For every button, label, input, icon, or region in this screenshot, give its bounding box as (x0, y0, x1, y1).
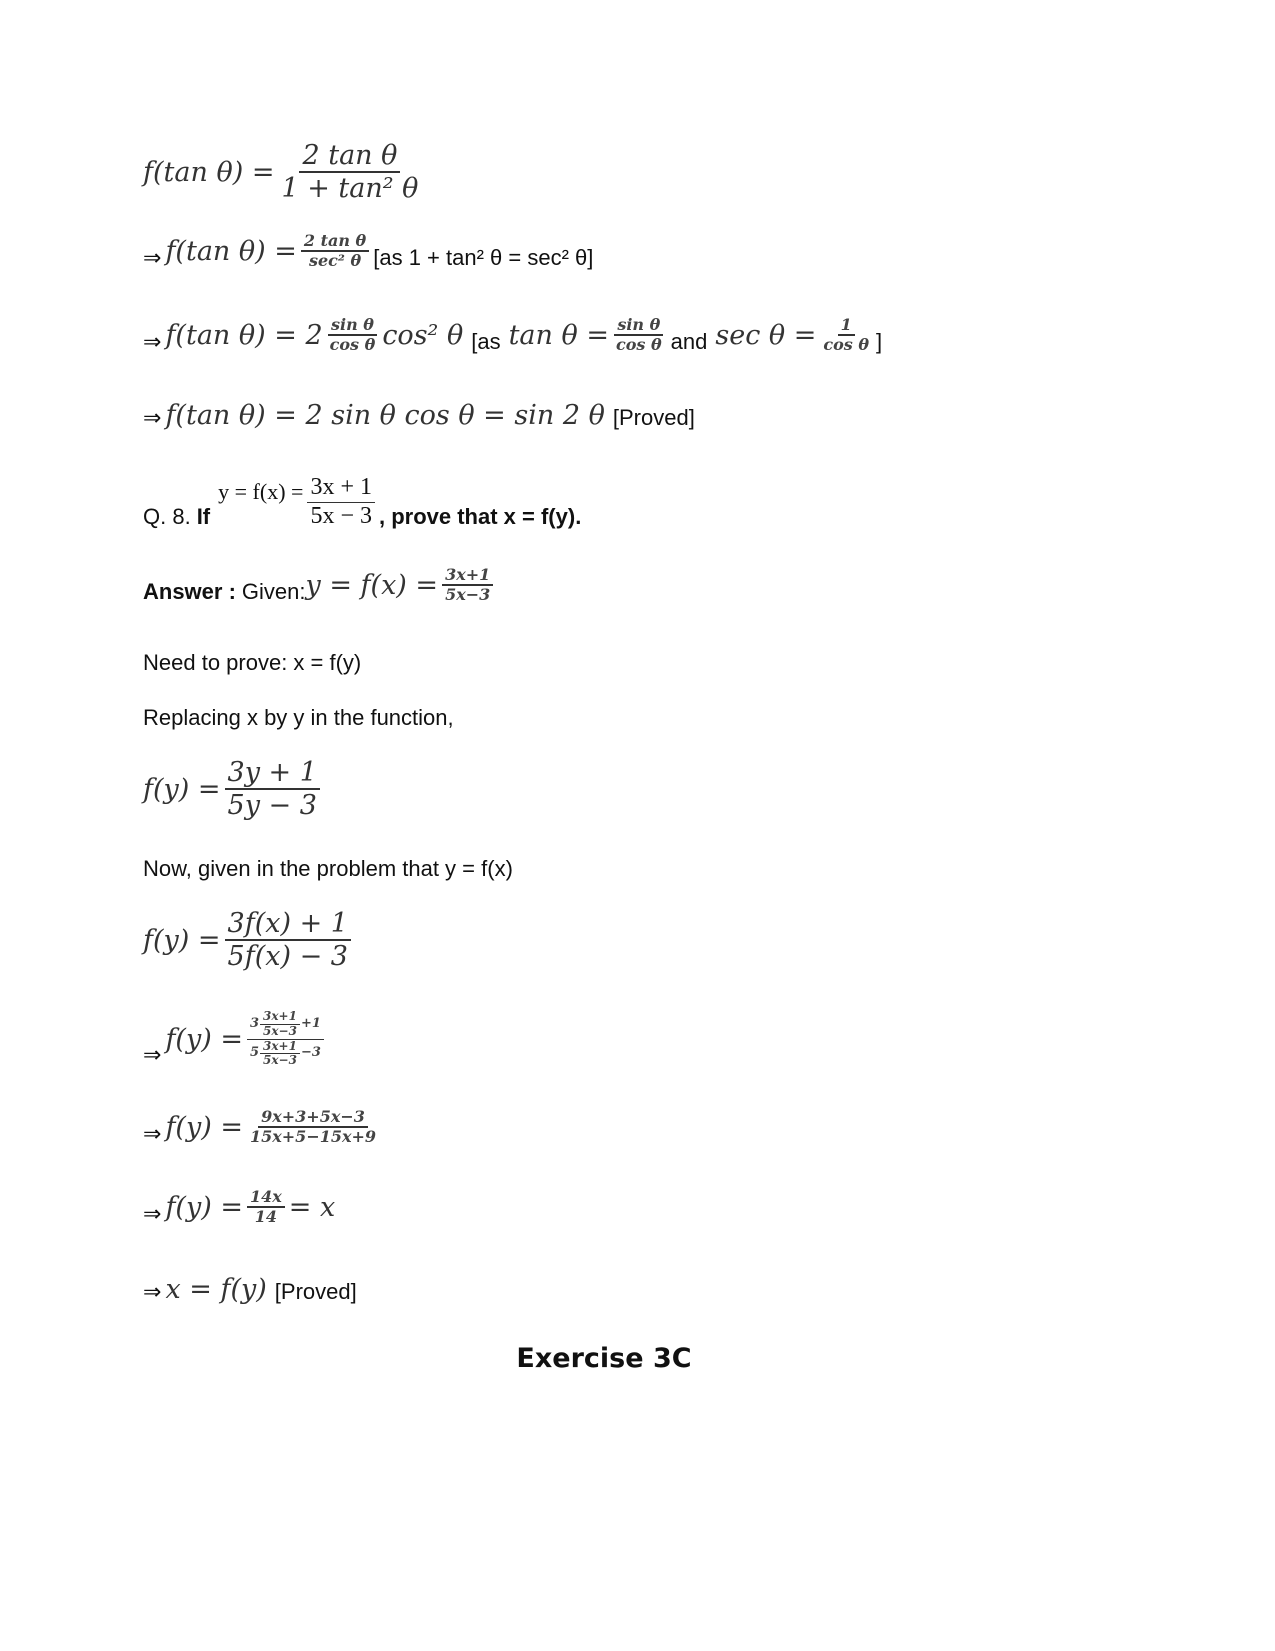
replacing-text: Replacing x by y in the function, (143, 705, 454, 730)
equation-fy-3 (143, 1010, 328, 1068)
math-term: tan θ = (508, 319, 609, 351)
denominator: cos θ (615, 335, 662, 355)
denominator: 5y − 3 (227, 790, 317, 822)
equation-fy-1 (143, 757, 324, 821)
numerator: 2 tan θ (299, 140, 400, 173)
question-number: Q. 8. (143, 504, 191, 530)
numerator: 3x+1 (442, 566, 493, 586)
numerator: 3y + 1 (225, 757, 320, 790)
numerator: 2 tan θ (301, 232, 369, 252)
exercise-heading: Exercise 3C (516, 1343, 692, 1374)
question-text: , prove that x = f(y). (378, 504, 582, 530)
fraction (225, 908, 351, 972)
numerator: 3x+1 (260, 1010, 300, 1025)
denominator: sec² θ (308, 251, 362, 271)
implies-icon: ⇒ (143, 1121, 162, 1147)
math-expression: x = f(y) (165, 1274, 267, 1305)
denominator: 5x−3 (445, 585, 491, 605)
math-rhs: = x (288, 1191, 336, 1223)
fraction (820, 316, 872, 355)
proved-text: [Proved] (274, 1279, 357, 1304)
denominator: 5x−3 (263, 1023, 297, 1038)
math-lhs: y = f(x) = (218, 479, 304, 505)
fraction (247, 1010, 324, 1068)
inner-fraction (260, 1010, 300, 1039)
inner-fraction (260, 1040, 300, 1069)
fraction (278, 140, 421, 204)
term: +1 (300, 1015, 321, 1031)
math-term: cos² θ (382, 319, 464, 351)
fraction (247, 1188, 285, 1227)
numerator: 3x+1 (260, 1040, 300, 1055)
answer-label: Answer : (143, 578, 236, 604)
math-lhs: f(tan θ) = (165, 235, 297, 267)
denominator: 5x−3 (263, 1053, 297, 1068)
fraction (247, 1108, 379, 1147)
denominator: 14 (254, 1207, 277, 1227)
denominator: 15x+5−15x+9 (249, 1127, 377, 1147)
denominator: 1 + tan² θ (281, 173, 419, 205)
note-text: [as (471, 328, 501, 354)
implies-icon: ⇒ (143, 406, 162, 431)
implies-icon: ⇒ (143, 329, 162, 355)
need-to-prove-text: Need to prove: x = f(y) (143, 650, 362, 675)
equation-fy-4 (143, 1108, 383, 1147)
math-lhs: f(y) = (143, 924, 221, 956)
numerator: 9x+3+5x−3 (258, 1108, 368, 1128)
implies-icon: ⇒ (143, 1043, 162, 1069)
equation-line-2 (143, 232, 593, 271)
numerator: 1 (838, 316, 855, 336)
equation-fy-5 (143, 1188, 335, 1227)
math-lhs: f(y) = (165, 1111, 243, 1143)
math-lhs: f(tan θ) = 2 (165, 319, 323, 351)
math-expression: f(tan θ) = 2 sin θ cos θ = sin 2 θ (165, 400, 605, 431)
equation-fy-2 (143, 908, 355, 972)
denominator: cos θ (823, 335, 870, 355)
math-lhs: f(y) = (143, 773, 221, 805)
fraction (307, 474, 375, 530)
math-lhs: y = f(x) = (305, 569, 439, 601)
math-lhs: f(tan θ) = (143, 156, 275, 188)
math-lhs: f(y) = (165, 1191, 243, 1223)
equation-line-3 (143, 316, 882, 355)
equation-line-4 (143, 400, 695, 431)
implies-icon: ⇒ (143, 1280, 162, 1305)
fraction (327, 316, 379, 355)
numerator: 3f(x) + 1 (225, 908, 351, 941)
answer-text: Given: (241, 578, 306, 604)
term: −3 (300, 1045, 321, 1061)
fraction (225, 757, 320, 821)
question-text: If (196, 504, 211, 530)
denominator (247, 1040, 324, 1069)
numerator (247, 1010, 324, 1040)
numerator: sin θ (614, 316, 663, 336)
math-lhs: f(y) = (165, 1023, 243, 1055)
denominator: cos θ (329, 335, 376, 355)
implies-icon: ⇒ (143, 245, 162, 271)
note-text: and (670, 328, 708, 354)
denominator: 5x − 3 (310, 502, 372, 529)
fraction (301, 232, 369, 271)
equation-line-1 (143, 140, 425, 204)
math-term: sec θ = (715, 319, 817, 351)
numerator: sin θ (328, 316, 377, 336)
numerator: 14x (247, 1188, 285, 1208)
fraction (442, 566, 493, 605)
coefficient: 5 (249, 1045, 260, 1061)
implies-icon: ⇒ (143, 1201, 162, 1227)
given-text: Now, given in the problem that y = f(x) (143, 856, 513, 881)
coefficient: 3 (249, 1015, 260, 1031)
proved-text: [Proved] (612, 405, 695, 430)
note-text: ] (876, 328, 883, 354)
numerator: 3x + 1 (307, 474, 375, 503)
denominator: 5f(x) − 3 (227, 941, 348, 973)
answer-line (143, 566, 497, 605)
equation-final (143, 1274, 357, 1305)
note-text: [as 1 + tan² θ = sec² θ] (373, 244, 594, 270)
fraction (613, 316, 665, 355)
question-8 (143, 474, 581, 530)
